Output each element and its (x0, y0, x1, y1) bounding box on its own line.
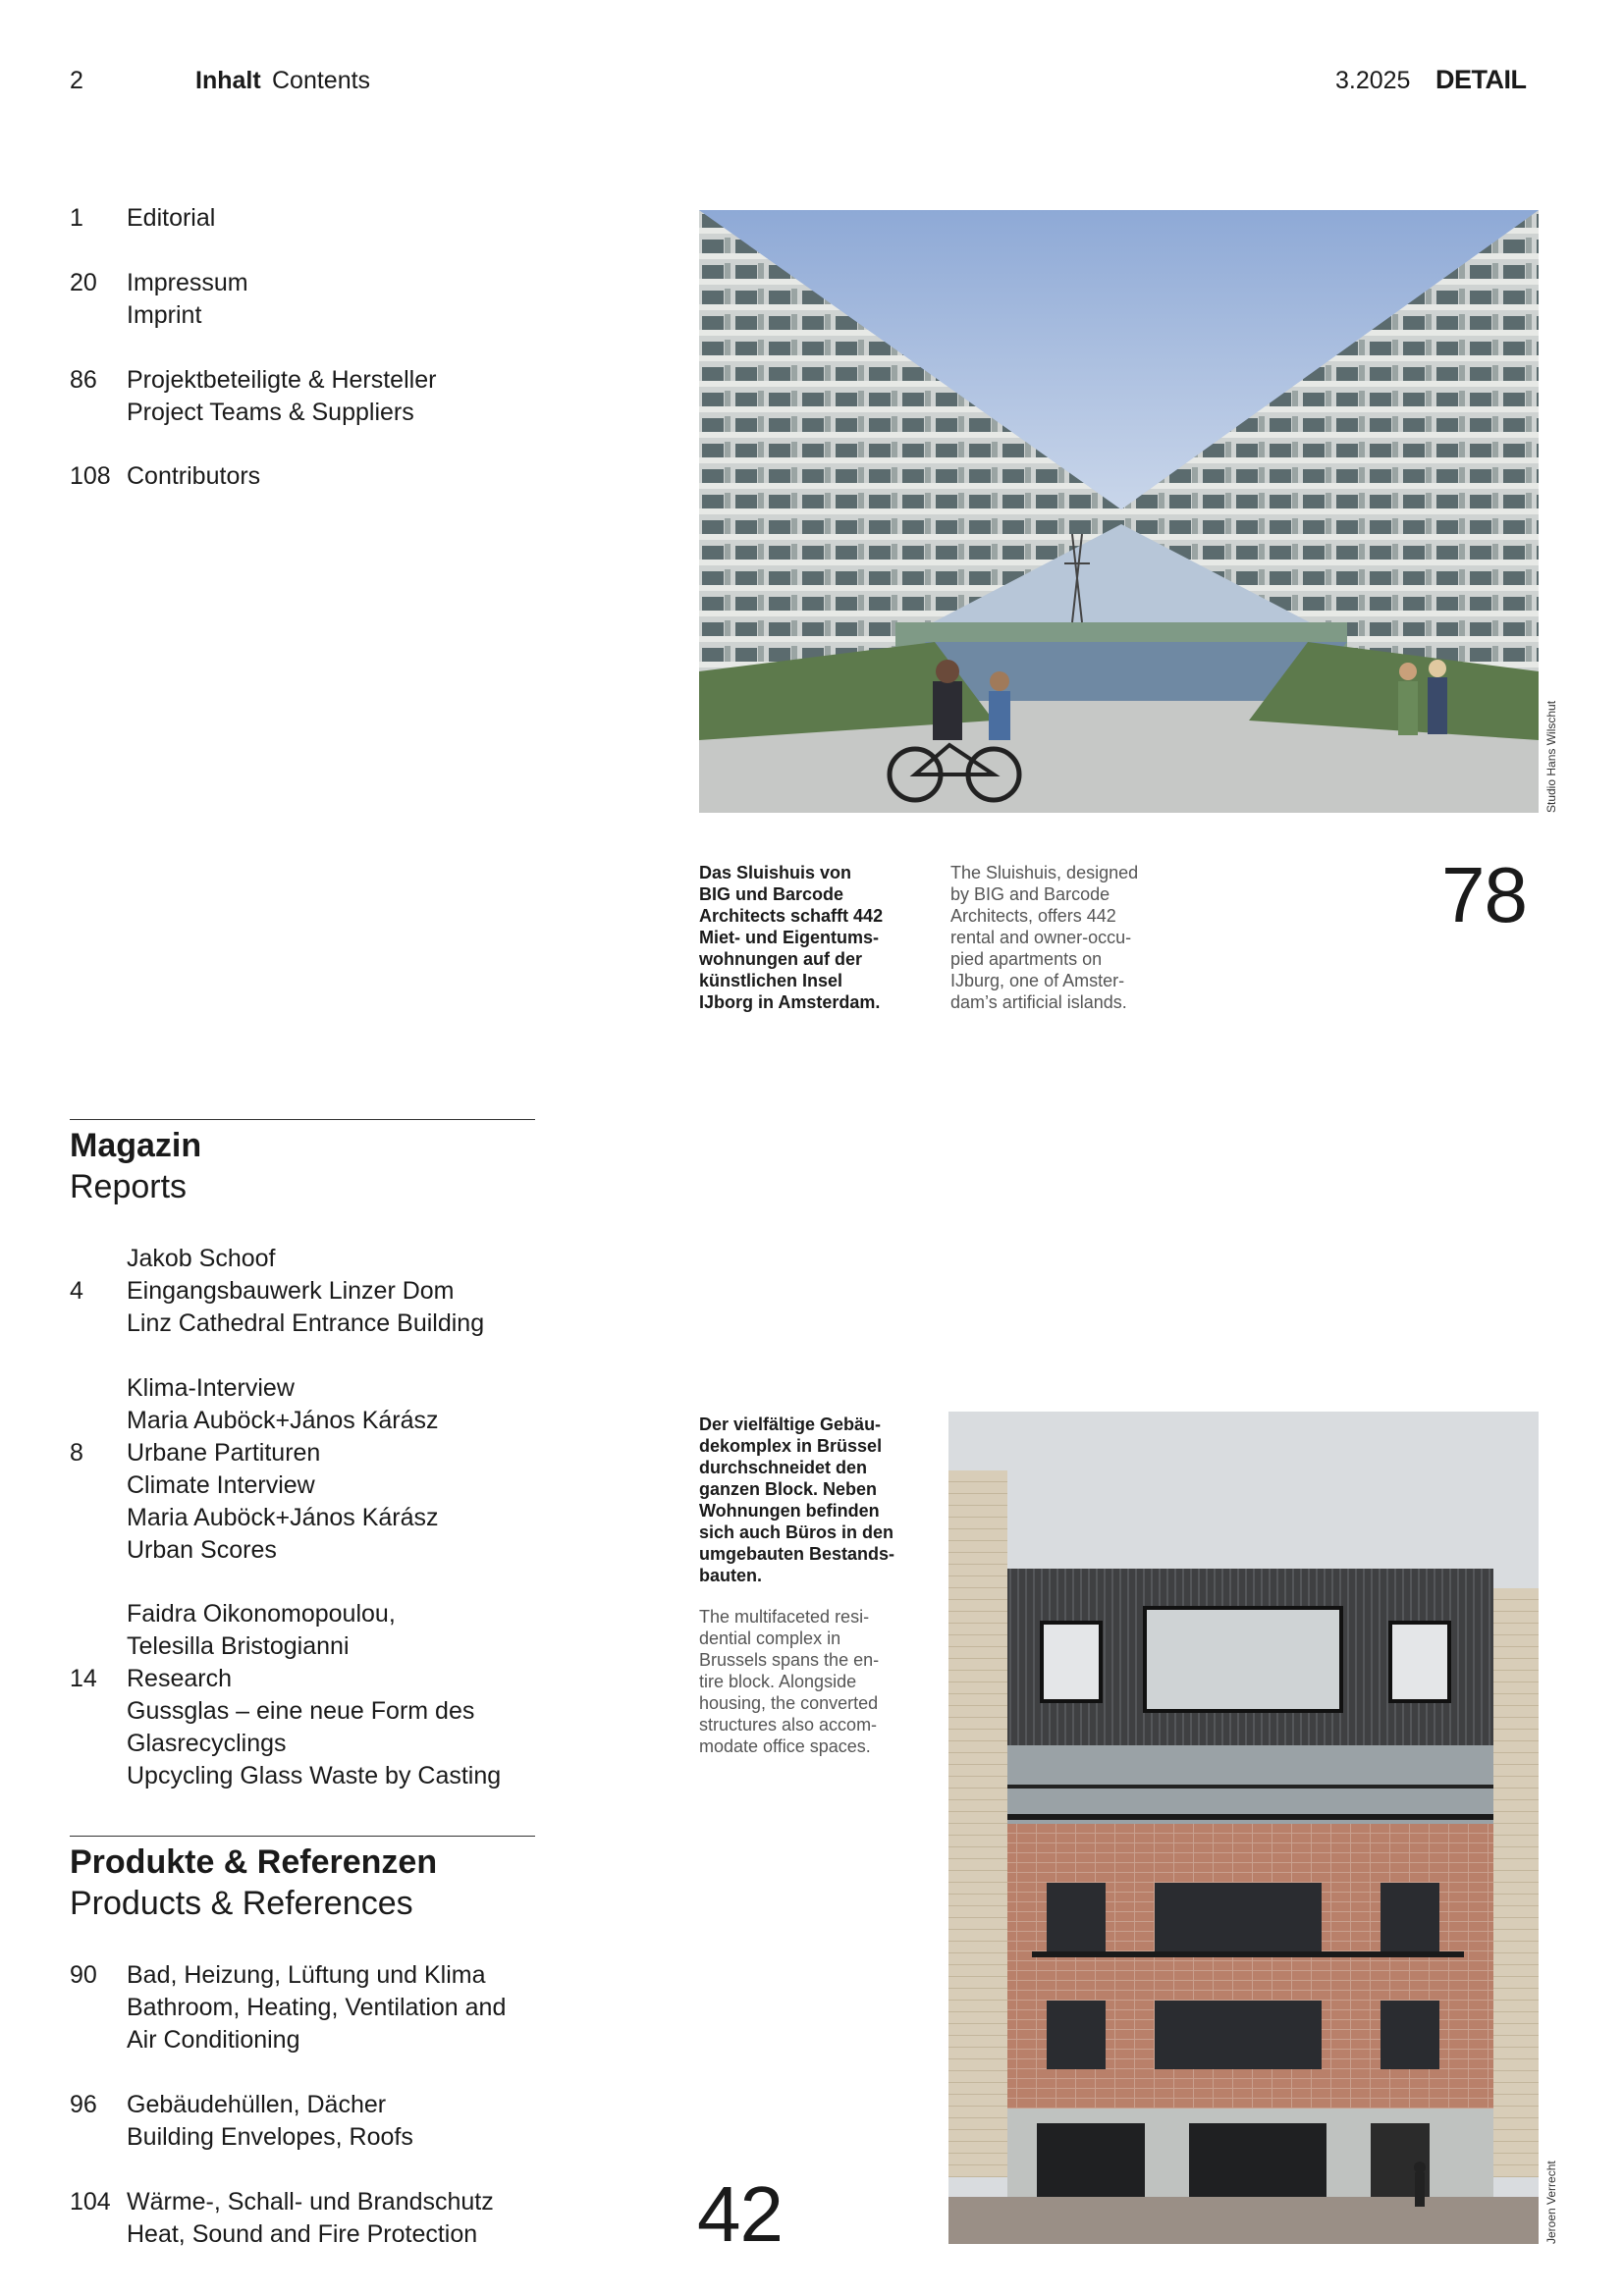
caption-line: Wohnungen befinden (699, 1501, 880, 1521)
brand-logo: DETAIL (1435, 65, 1527, 94)
caption-line: tire block. Alongside (699, 1672, 857, 1691)
toc-line: Research (127, 1665, 232, 1692)
toc-line: Gebäudehüllen, Dächer (127, 2091, 387, 2118)
toc-line: Eingangsbauwerk Linzer Dom (127, 1277, 455, 1305)
caption-line: housing, the converted (699, 1693, 879, 1713)
caption-line: Architects schafft 442 (699, 906, 884, 926)
caption-line: pied apartments on (950, 949, 1103, 969)
toc-line: Faidra Oikonomopoulou, (127, 1600, 396, 1628)
sluishuis-illustration (699, 210, 1539, 813)
toc-line: Klima-Interview (127, 1374, 295, 1402)
section-title-magazin (70, 1125, 201, 1207)
toc-line: Bathroom, Heating, Ventilation and (127, 1994, 507, 2021)
caption-line: IJborg in Amsterdam. (699, 992, 881, 1012)
toc-line: Imprint (127, 301, 202, 329)
toc-line: Building Envelopes, Roofs (127, 2123, 413, 2151)
toc-line: Bad, Heizung, Lüftung und Klima (127, 1961, 486, 1989)
toc-line: Climate Interview (127, 1471, 315, 1499)
caption-line: dam’s artificial islands. (950, 992, 1127, 1012)
caption-line: BIG und Barcode (699, 884, 844, 904)
toc-line: Air Conditioning (127, 2026, 300, 2054)
toc-line: Upcycling Glass Waste by Casting (127, 1762, 502, 1789)
section-title-en: Reports (70, 1168, 188, 1205)
section-divider (70, 1119, 535, 1120)
caption-line: bauten. (699, 1566, 763, 1585)
caption-line: dential complex in (699, 1629, 841, 1648)
caption-line: The multifaceted resi- (699, 1607, 870, 1627)
toc-page-number: 8 (70, 1439, 83, 1467)
caption-line: IJburg, one of Amster- (950, 971, 1125, 990)
feature-page-number[interactable]: 42 (697, 2170, 783, 2258)
toc-page-number: 96 (70, 2091, 97, 2118)
caption-line: structures also accom- (699, 1715, 878, 1735)
toc-line: Urbane Partituren (127, 1439, 321, 1467)
caption-line: by BIG and Barcode (950, 884, 1110, 904)
toc-line: Editorial (127, 204, 216, 232)
photo-brussels[interactable] (948, 1412, 1539, 2244)
caption-brussels-en (699, 1606, 935, 1757)
toc-line: Heat, Sound and Fire Protection (127, 2220, 478, 2248)
toc-page-number: 90 (70, 1961, 97, 1989)
toc-line: Maria Auböck+János Kárász (127, 1504, 439, 1531)
toc-line: Contributors (127, 462, 261, 490)
toc-page-number: 20 (70, 269, 97, 296)
section-title-de: Produkte & Referenzen (70, 1843, 438, 1881)
section-divider (70, 1836, 535, 1837)
caption-line: dekomplex in Brüssel (699, 1436, 883, 1456)
caption-line: modate office spaces. (699, 1736, 871, 1756)
caption-sluishuis-de (699, 862, 935, 1013)
caption-line: Das Sluishuis von (699, 863, 852, 882)
caption-line: Der vielfältige Gebäu- (699, 1415, 882, 1434)
caption-line: ganzen Block. Neben (699, 1479, 878, 1499)
toc-line: Glasrecyclings (127, 1730, 287, 1757)
page-subtitle: Contents (272, 67, 371, 94)
section-title-en: Products & References (70, 1885, 413, 1922)
caption-line: wohnungen auf der (699, 949, 862, 969)
caption-line: umgebauten Bestands- (699, 1544, 895, 1564)
toc-page-number: 4 (70, 1277, 83, 1305)
issue-number: 3.2025 (1335, 67, 1411, 94)
caption-line: Miet- und Eigentums- (699, 928, 879, 947)
toc-line: Wärme-, Schall- und Brandschutz (127, 2188, 494, 2216)
section-title-produkte (70, 1842, 437, 1924)
toc-page-number: 86 (70, 366, 97, 394)
toc-line: Linz Cathedral Entrance Building (127, 1309, 485, 1337)
toc-line: Jakob Schoof (127, 1245, 276, 1272)
toc-line: Urban Scores (127, 1536, 277, 1564)
toc-page-number: 1 (70, 204, 83, 232)
toc-line: Project Teams & Suppliers (127, 399, 414, 426)
toc-line: Maria Auböck+János Kárász (127, 1407, 439, 1434)
toc-page-number: 14 (70, 1665, 97, 1692)
caption-line: künstlichen Insel (699, 971, 843, 990)
caption-line: The Sluishuis, designed (950, 863, 1139, 882)
toc-line: Telesilla Bristogianni (127, 1632, 350, 1660)
caption-line: rental and owner-occu- (950, 928, 1132, 947)
photo-credit-sluishuis: Studio Hans Wilschut (1544, 700, 1558, 813)
page-title: Inhalt (195, 67, 261, 94)
photo-sluishuis[interactable] (699, 210, 1539, 813)
toc-line: Gussglas – eine neue Form des (127, 1697, 475, 1725)
toc-line: Projektbeteiligte & Hersteller (127, 366, 437, 394)
feature-page-number[interactable]: 78 (1441, 851, 1527, 938)
caption-line: durchschneidet den (699, 1458, 868, 1477)
caption-line: sich auch Büros in den (699, 1522, 894, 1542)
page-number: 2 (70, 67, 83, 94)
photo-credit-brussels: Jeroen Verrecht (1544, 2161, 1558, 2244)
section-title-de: Magazin (70, 1127, 202, 1164)
toc-page-number: 104 (70, 2188, 111, 2216)
caption-sluishuis-en (950, 862, 1186, 1013)
caption-line: Brussels spans the en- (699, 1650, 880, 1670)
caption-line: Architects, offers 442 (950, 906, 1116, 926)
brussels-illustration (948, 1412, 1539, 2244)
toc-line: Impressum (127, 269, 248, 296)
toc-page-number: 108 (70, 462, 111, 490)
caption-brussels-de (699, 1414, 935, 1586)
